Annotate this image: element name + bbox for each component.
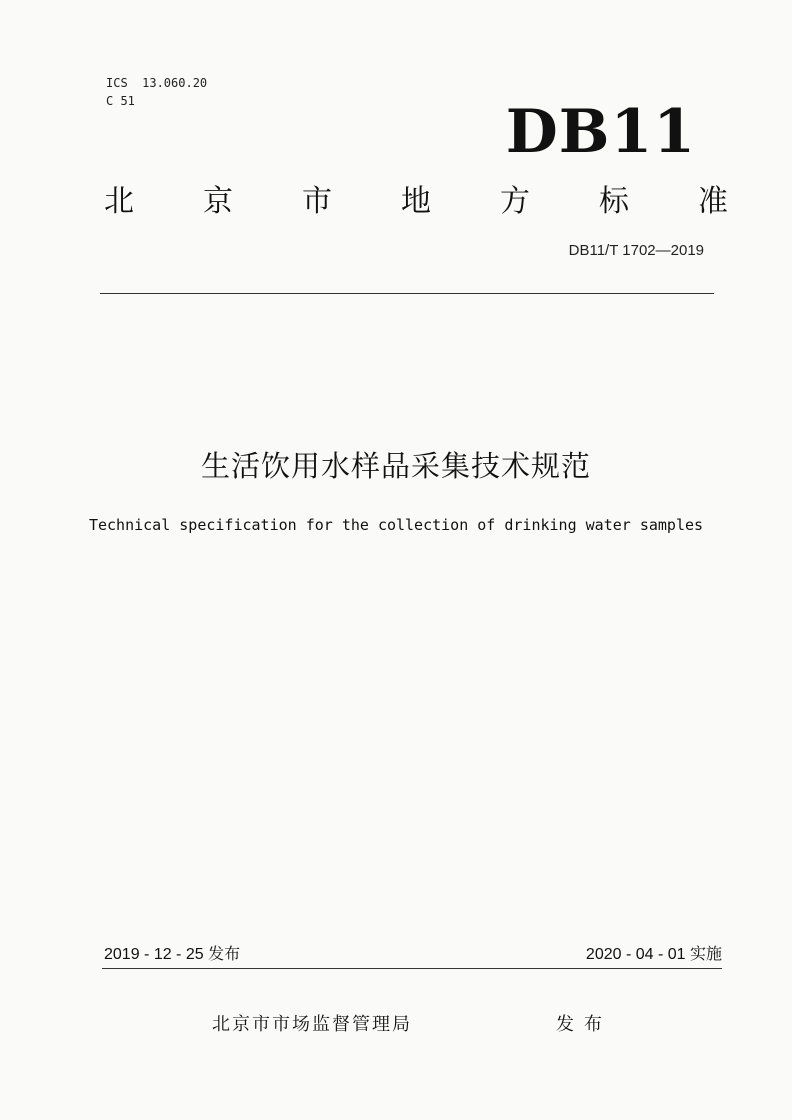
implementation-date: 2020 - 04 - 01 实施 xyxy=(585,946,722,963)
standard-type-char: 方 xyxy=(500,184,530,219)
ics-code: ICS 13.060.20 xyxy=(106,76,208,90)
standard-type-char: 标 xyxy=(599,184,629,219)
issue-date: 2019 - 12 - 25 发布 xyxy=(104,946,241,963)
title-english: Technical specification for the collection of drinking water samples xyxy=(88,516,704,534)
title-chinese: 生活饮用水样品采集技术规范 xyxy=(200,449,591,483)
standard-type-char: 京 xyxy=(203,184,233,219)
issuing-authority: 北京市市场监督管理局 xyxy=(212,1014,412,1035)
standard-type-char: 市 xyxy=(302,184,332,219)
top-divider xyxy=(100,293,714,294)
standard-type-char: 北 xyxy=(104,184,134,219)
ccs-code: C 51 xyxy=(106,94,135,108)
issue-label: 发布 xyxy=(556,1014,612,1035)
standard-number: DB11/T 1702—2019 xyxy=(568,242,704,259)
classification-codes xyxy=(106,74,207,110)
standard-type-char: 地 xyxy=(401,184,431,219)
standard-type xyxy=(104,182,728,222)
bottom-divider xyxy=(102,968,722,969)
date-row xyxy=(104,944,722,966)
standard-type-char: 准 xyxy=(698,184,728,219)
db11-logo: DB11 xyxy=(505,97,696,167)
